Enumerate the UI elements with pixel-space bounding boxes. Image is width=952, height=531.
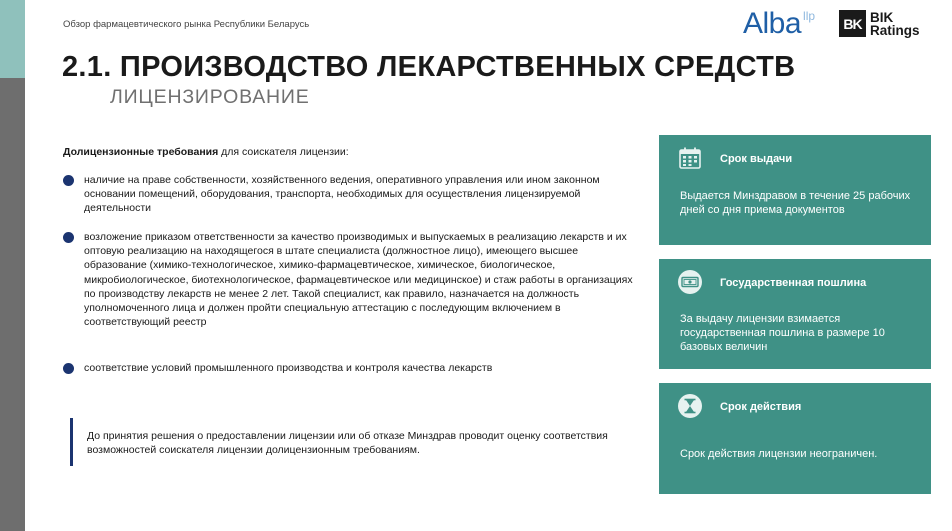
- decor-stripe-top: [0, 0, 25, 78]
- requirement-text: соответствие условий промышленного производства и контроля качества лекарств: [84, 362, 493, 374]
- assessment-note-text: До принятия решения о предоставлении лицензии или об отказе Минздрав проводит оценку соответствия возможностей соискателя лицензии долицензионным требованиям.: [87, 430, 608, 457]
- page-title: 2.1. ПРОИЗВОДСТВО ЛЕКАРСТВЕННЫХ СРЕДСТВ: [62, 51, 796, 83]
- card-text: Выдается Минздравом в течение 25 рабочих дней со дня приема документов: [680, 190, 911, 217]
- alba-logo-suffix: llp: [803, 9, 816, 23]
- alba-logo: [743, 5, 815, 43]
- bik-ratings-logo: [839, 10, 920, 37]
- calendar-icon: [677, 145, 703, 171]
- bullet-icon: [63, 175, 74, 186]
- bik-logo-text: [870, 11, 920, 37]
- svg-text:BK: BK: [843, 16, 862, 32]
- requirements-intro: [63, 146, 349, 158]
- page-subtitle: ЛИЦЕНЗИРОВАНИЕ: [110, 86, 310, 108]
- alba-logo-word: Alba: [743, 7, 802, 40]
- card-title: Срок действия: [720, 401, 802, 413]
- requirement-text: возложение приказом ответственности за качество производимых и выпускаемых в реализацию лекарств и их оптовую реализацию на находящегося в штате специалиста (должностное лицо), имеющего высшее образование (химико-технологическое, химико-фармацевтическое, химическое, биологическое, микробиологическое, биотехнологическое, фармацевтическое или медицинское) и стаж работы в организациях по производству лекарств не менее 2 лет. Такой специалист, как правило, назначается на должность уполномоченного лица и должен пройти специальную аттестацию с последующим включением в соответствующий реестр: [84, 231, 633, 329]
- document-title: Обзор фармацевтического рынка Республики Беларусь: [63, 19, 310, 30]
- bik-logo-mark: [839, 10, 866, 37]
- card-text: Срок действия лицензии неограничен.: [680, 448, 878, 460]
- requirements-intro-bold: Долицензионные требования: [63, 146, 219, 158]
- card-title: Срок выдачи: [720, 153, 793, 165]
- hourglass-icon: [677, 393, 703, 419]
- card-state-fee: [659, 259, 931, 369]
- bullet-icon: [63, 232, 74, 243]
- requirement-item: [63, 173, 638, 216]
- requirement-item: [63, 361, 638, 375]
- requirement-text: наличие на праве собственности, хозяйственного ведения, оперативного управления или ином законном основании помещений, оборудования, транспорта, необходимых для осуществления лицензируемой деятельности: [84, 174, 600, 215]
- card-text: За выдачу лицензии взимается государственная пошлина в размере 10 базовых величин: [680, 313, 885, 354]
- assessment-note: [70, 418, 630, 466]
- banknote-icon: [677, 269, 703, 295]
- bik-logo-line2: Ratings: [870, 22, 920, 38]
- card-issue-term: [659, 135, 931, 245]
- card-validity-term: [659, 383, 931, 494]
- card-title: Государственная пошлина: [720, 277, 867, 289]
- bullet-icon: [63, 363, 74, 374]
- decor-stripe-bottom: [0, 78, 25, 531]
- requirements-intro-rest: для соискателя лицензии:: [218, 146, 349, 158]
- requirement-item: [63, 230, 638, 329]
- bik-logo-line1: BIK: [870, 9, 894, 25]
